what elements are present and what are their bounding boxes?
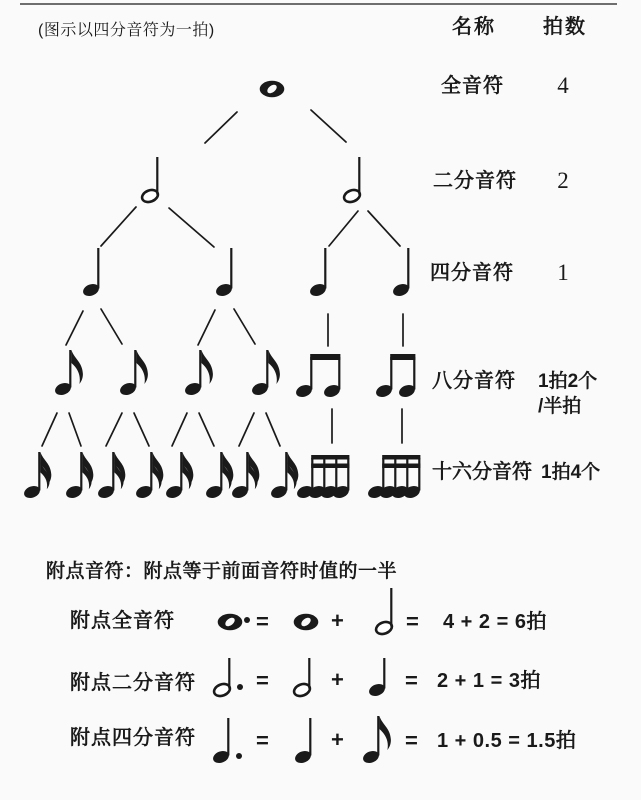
half-note-glyph bbox=[140, 157, 159, 204]
sixteenth-note-glyph bbox=[269, 452, 298, 500]
row-label-eighth-note: 八分音符 bbox=[432, 370, 516, 392]
column-header-beats: 拍数 bbox=[543, 16, 587, 38]
quarter-note-glyph bbox=[367, 658, 386, 698]
equals-sign: = bbox=[256, 609, 269, 634]
beats-eighth: 1拍2个 bbox=[538, 371, 598, 392]
eighth-note-glyph bbox=[250, 350, 280, 397]
sixteenth-note-glyph bbox=[64, 452, 93, 500]
eighth-note-glyph bbox=[361, 716, 391, 765]
beats-eighth-line2: /半拍 bbox=[538, 396, 582, 417]
plus-sign: + bbox=[331, 727, 344, 752]
equals-sign: = bbox=[406, 609, 419, 634]
dotted-section-title: 附点音符：附点等于前面音符时值的一半 bbox=[46, 561, 398, 582]
half-note-glyph bbox=[342, 157, 361, 204]
half-note-glyph bbox=[374, 588, 393, 636]
equals-sign: = bbox=[256, 728, 269, 753]
quarter-note-glyph bbox=[293, 718, 312, 765]
eighth-beamed-group-glyph bbox=[294, 354, 341, 399]
sixteenth-note-glyph bbox=[134, 452, 163, 500]
plus-sign: + bbox=[331, 608, 344, 633]
dotted-whole-label: 附点全音符 bbox=[70, 610, 175, 632]
eighth-note-glyph bbox=[183, 350, 213, 397]
beats-sixteenth: 1拍4个 bbox=[541, 462, 601, 483]
dotted-quarter-result: 1 + 0.5 = 1.5拍 bbox=[437, 730, 577, 752]
plus-sign: + bbox=[331, 667, 344, 692]
row-label-whole-note: 全音符 bbox=[441, 75, 504, 97]
quarter-note-glyph bbox=[391, 248, 410, 298]
dotted-quarter-note-glyph bbox=[211, 718, 242, 765]
sixteenth-note-glyph bbox=[164, 452, 193, 500]
dotted-quarter-label: 附点四分音符 bbox=[70, 727, 196, 749]
row-label-sixteenth-note: 十六分音符 bbox=[432, 461, 532, 483]
beats-quarter: 1 bbox=[557, 260, 569, 285]
tree-note-glyphs bbox=[22, 81, 421, 500]
whole-note-glyph bbox=[294, 614, 319, 630]
equals-sign: = bbox=[405, 668, 418, 693]
eighth-note-glyph bbox=[118, 350, 148, 397]
sixteenth-beamed-group-glyph bbox=[366, 455, 421, 500]
dotted-half-note-glyph bbox=[212, 658, 243, 698]
half-note-glyph bbox=[292, 658, 311, 698]
tree-connector-lines bbox=[42, 110, 403, 446]
sixteenth-beamed-group-glyph bbox=[295, 455, 350, 500]
quarter-note-glyph bbox=[308, 248, 327, 298]
dotted-half-result: 2 + 1 = 3拍 bbox=[437, 670, 541, 692]
sixteenth-note-glyph bbox=[22, 452, 51, 500]
column-header-name: 名称 bbox=[452, 16, 496, 38]
row-label-quarter-note: 四分音符 bbox=[430, 262, 514, 284]
dotted-note-glyphs bbox=[211, 588, 393, 765]
sixteenth-note-glyph bbox=[230, 452, 259, 500]
quarter-note-glyph bbox=[81, 248, 100, 298]
eighth-beamed-group-glyph bbox=[374, 354, 416, 399]
quarter-note-glyph bbox=[214, 248, 233, 298]
whole-note-glyph bbox=[260, 81, 285, 97]
diagram-caption: (图示以四分音符为一拍) bbox=[38, 22, 215, 39]
beats-whole: 4 bbox=[557, 73, 569, 98]
dotted-whole-result: 4 + 2 = 6拍 bbox=[443, 611, 547, 633]
eighth-note-glyph bbox=[53, 350, 83, 397]
row-label-half-note: 二分音符 bbox=[433, 170, 517, 192]
dotted-whole-note-glyph bbox=[218, 614, 250, 630]
equals-sign: = bbox=[256, 668, 269, 693]
equals-sign: = bbox=[405, 728, 418, 753]
sixteenth-note-glyph bbox=[96, 452, 125, 500]
dotted-half-label: 附点二分音符 bbox=[70, 672, 196, 694]
beats-half: 2 bbox=[557, 168, 569, 193]
sixteenth-note-glyph bbox=[204, 452, 233, 500]
